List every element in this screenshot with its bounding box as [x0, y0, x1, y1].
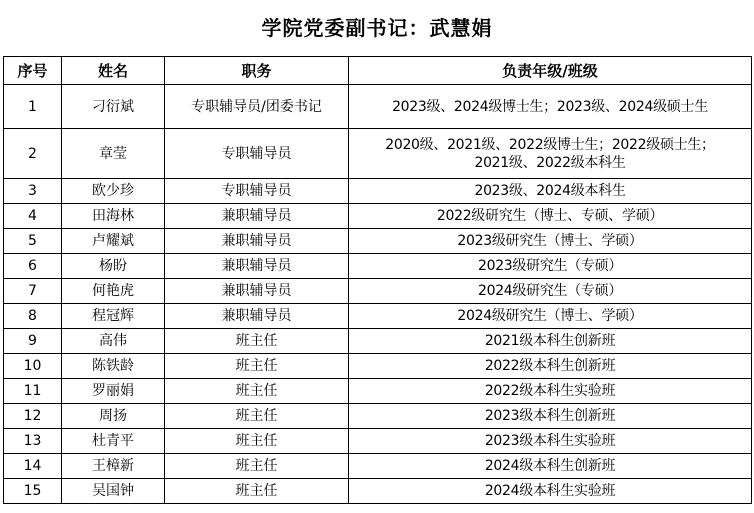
grades-line: 2023级、2024级本科生: [474, 183, 626, 199]
table-row: [4, 429, 752, 454]
table-row: [4, 379, 752, 404]
table-row: [4, 304, 752, 329]
cell-name: 高伟: [62, 329, 165, 354]
header-grades: 负责年级/班级: [349, 57, 752, 85]
cell-grades: [349, 279, 752, 304]
cell-name: 杨盼: [62, 254, 165, 279]
cell-name: 欧少珍: [62, 179, 165, 204]
table-body: [4, 85, 752, 504]
cell-index: 8: [4, 304, 62, 329]
cell-index: 6: [4, 254, 62, 279]
table-row: [4, 179, 752, 204]
cell-role: 班主任: [165, 404, 349, 429]
cell-name: 周扬: [62, 404, 165, 429]
table-row: [4, 404, 752, 429]
cell-grades: [349, 85, 752, 129]
cell-grades: [349, 304, 752, 329]
cell-name: 吴国钟: [62, 479, 165, 504]
cell-index: 12: [4, 404, 62, 429]
cell-role: 兼职辅导员: [165, 304, 349, 329]
cell-role: 兼职辅导员: [165, 279, 349, 304]
table-row: [4, 329, 752, 354]
cell-index: 4: [4, 204, 62, 229]
cell-grades: [349, 129, 752, 179]
cell-grades: [349, 329, 752, 354]
table-row: [4, 229, 752, 254]
grades-line: 2024级本科生创新班: [484, 458, 616, 474]
cell-grades: [349, 454, 752, 479]
grades-line: 2024级本科生实验班: [484, 483, 616, 499]
cell-name: 杜青平: [62, 429, 165, 454]
cell-index: 7: [4, 279, 62, 304]
cell-name: 章莹: [62, 129, 165, 179]
cell-index: 5: [4, 229, 62, 254]
cell-role: 班主任: [165, 479, 349, 504]
table-row: [4, 85, 752, 129]
grades-line: 2023级、2024级博士生；2023级、2024级硕士生: [392, 98, 708, 115]
grades-line: 2020级、2021级、2022级博士生；2022级硕士生；: [385, 136, 715, 153]
cell-role: 班主任: [165, 354, 349, 379]
grades-line: 2021级本科生创新班: [484, 333, 616, 349]
cell-index: 15: [4, 479, 62, 504]
cell-index: 9: [4, 329, 62, 354]
cell-name: 王樟新: [62, 454, 165, 479]
cell-role: 班主任: [165, 454, 349, 479]
table-row: [4, 254, 752, 279]
cell-index: 11: [4, 379, 62, 404]
cell-name: 田海林: [62, 204, 165, 229]
cell-grades: [349, 429, 752, 454]
grades-line: 2024级研究生（博士、学硕）: [457, 308, 643, 324]
cell-grades: [349, 404, 752, 429]
cell-role: 班主任: [165, 429, 349, 454]
cell-grades: [349, 354, 752, 379]
grades-line: 2021级、2022级本科生: [474, 154, 626, 171]
grades-line: 2023级本科生实验班: [484, 433, 616, 449]
cell-role: 专职辅导员/团委书记: [165, 85, 349, 129]
cell-role: 班主任: [165, 379, 349, 404]
cell-role: 兼职辅导员: [165, 204, 349, 229]
cell-role: 专职辅导员: [165, 179, 349, 204]
cell-grades: [349, 204, 752, 229]
cell-role: 班主任: [165, 329, 349, 354]
cell-name: 何艳虎: [62, 279, 165, 304]
grades-line: 2022级本科生创新班: [484, 358, 616, 374]
header-index: 序号: [4, 57, 62, 85]
grades-line: 2024级研究生（专硕）: [477, 283, 623, 299]
table-row: [4, 454, 752, 479]
table-row: [4, 479, 752, 504]
counselor-table: [3, 56, 752, 504]
table-row: [4, 204, 752, 229]
table-row: [4, 354, 752, 379]
table-header-row: [4, 57, 752, 85]
cell-grades: [349, 229, 752, 254]
header-name: 姓名: [62, 57, 165, 85]
cell-name: 程冠辉: [62, 304, 165, 329]
cell-index: 2: [4, 129, 62, 179]
grades-line: 2023级研究生（专硕）: [477, 258, 623, 274]
cell-role: 专职辅导员: [165, 129, 349, 179]
grades-line: 2023级研究生（博士、学硕）: [457, 233, 643, 249]
cell-index: 1: [4, 85, 62, 129]
cell-name: 卢耀斌: [62, 229, 165, 254]
cell-name: 罗丽娟: [62, 379, 165, 404]
cell-grades: [349, 179, 752, 204]
cell-role: 兼职辅导员: [165, 254, 349, 279]
grades-line: 2022级研究生（博士、专硕、学硕）: [436, 208, 664, 224]
table-row: [4, 279, 752, 304]
cell-role: 兼职辅导员: [165, 229, 349, 254]
header-role: 职务: [165, 57, 349, 85]
grades-line: 2023级本科生创新班: [484, 408, 616, 424]
cell-index: 13: [4, 429, 62, 454]
cell-grades: [349, 479, 752, 504]
cell-index: 10: [4, 354, 62, 379]
cell-name: 刁衍斌: [62, 85, 165, 129]
grades-line: 2022级本科生实验班: [484, 383, 616, 399]
cell-index: 14: [4, 454, 62, 479]
page-title: 学院党委副书记：武慧娟: [261, 16, 493, 40]
cell-grades: [349, 379, 752, 404]
table-row: [4, 129, 752, 179]
cell-index: 3: [4, 179, 62, 204]
cell-grades: [349, 254, 752, 279]
cell-name: 陈铁龄: [62, 354, 165, 379]
